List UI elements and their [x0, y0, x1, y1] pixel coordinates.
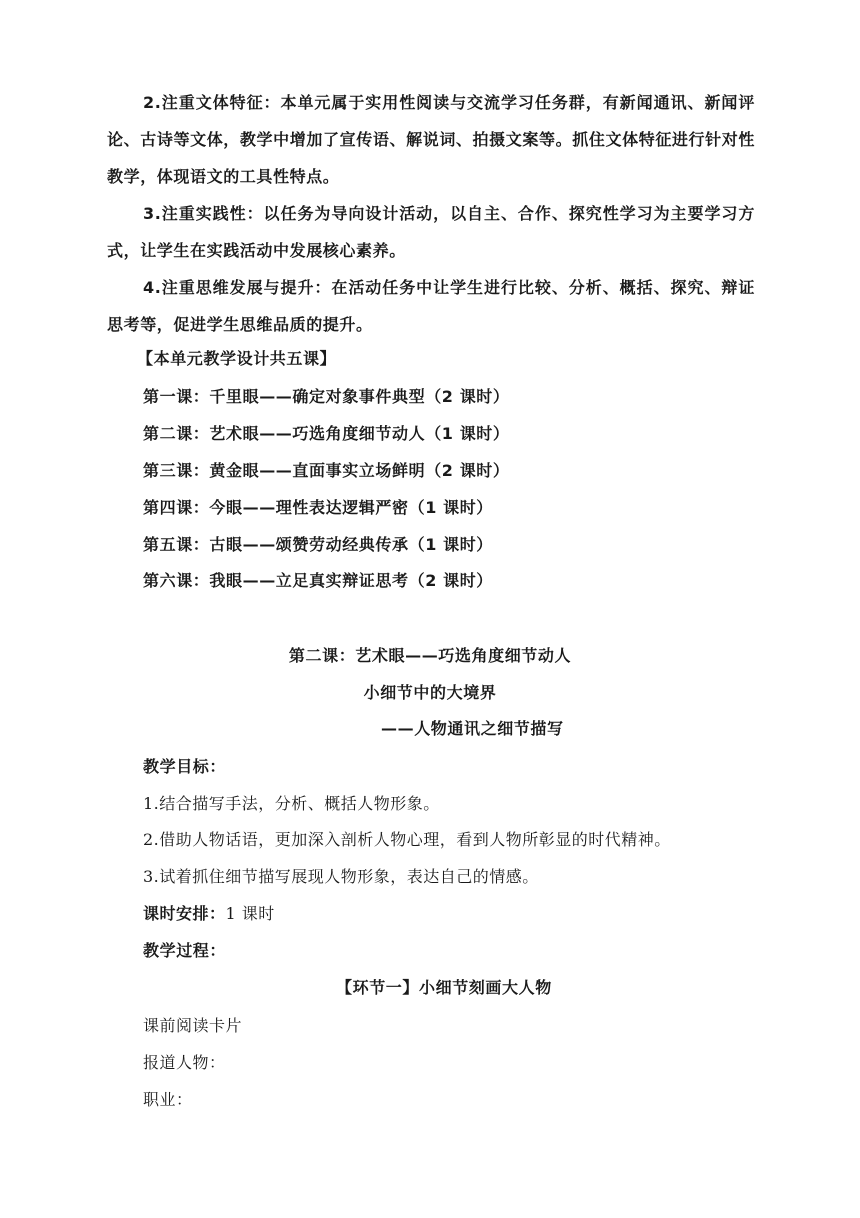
card-job-label: 职业：	[143, 1090, 193, 1109]
schedule-value: 1 课时	[225, 904, 275, 923]
schedule-label: 课时安排：	[143, 904, 226, 923]
objectives-label: 教学目标：	[143, 757, 227, 776]
lesson-title: 第二课：艺术眼——巧选角度细节动人	[288, 646, 572, 665]
intro-paragraph-3: 3.注重实践性：以任务为导向设计活动，以自主、合作、探究性学习为主要学习方式，让学生在实践活动中发展核心素养。	[107, 204, 755, 260]
lesson-item-4: 第四课：今眼——理性表达逻辑严密（1 课时）	[143, 498, 493, 517]
objective-item-3: 3.试着抓住细节描写展现人物形象，表达自己的情感。	[143, 867, 539, 886]
intro-paragraph-2: 2.注重文体特征：本单元属于实用性阅读与交流学习任务群，有新闻通讯、新闻评论、古诗等文体，教学中增加了宣传语、解说词、拍摄文案等。抓住文体特征进行针对性教学，体现语文的工具性特点。	[107, 93, 755, 186]
lesson-item-3: 第三课：黄金眼——直面事实立场鲜明（2 课时）	[143, 461, 510, 480]
lesson-subtitle: 小细节中的大境界	[363, 683, 497, 702]
lesson-item-5: 第五课：古眼——颂赞劳动经典传承（1 课时）	[143, 535, 493, 554]
objective-item-2: 2.借助人物话语，更加深入剖析人物心理，看到人物所彰显的时代精神。	[143, 830, 671, 849]
lesson-subtitle-2: ——人物通讯之细节描写	[381, 719, 564, 738]
card-person-label: 报道人物：	[143, 1053, 226, 1072]
lesson-item-1: 第一课：千里眼——确定对象事件典型（2 课时）	[143, 387, 510, 406]
unit-heading: 【本单元教学设计共五课】	[137, 349, 337, 368]
lesson-item-2: 第二课：艺术眼——巧选角度细节动人（1 课时）	[143, 424, 510, 443]
objective-item-1: 1.结合描写手法，分析、概括人物形象。	[143, 794, 440, 813]
process-label: 教学过程：	[143, 941, 227, 960]
intro-paragraph-4: 4.注重思维发展与提升：在活动任务中让学生进行比较、分析、概括、探究、辩证思考等，促进学生思维品质的提升。	[107, 278, 755, 334]
lesson-item-6: 第六课：我眼——立足真实辩证思考（2 课时）	[143, 571, 493, 590]
schedule-line	[143, 904, 275, 924]
section-one-title: 【环节一】小细节刻画大人物	[336, 978, 552, 997]
card-title: 课前阅读卡片	[143, 1016, 243, 1035]
